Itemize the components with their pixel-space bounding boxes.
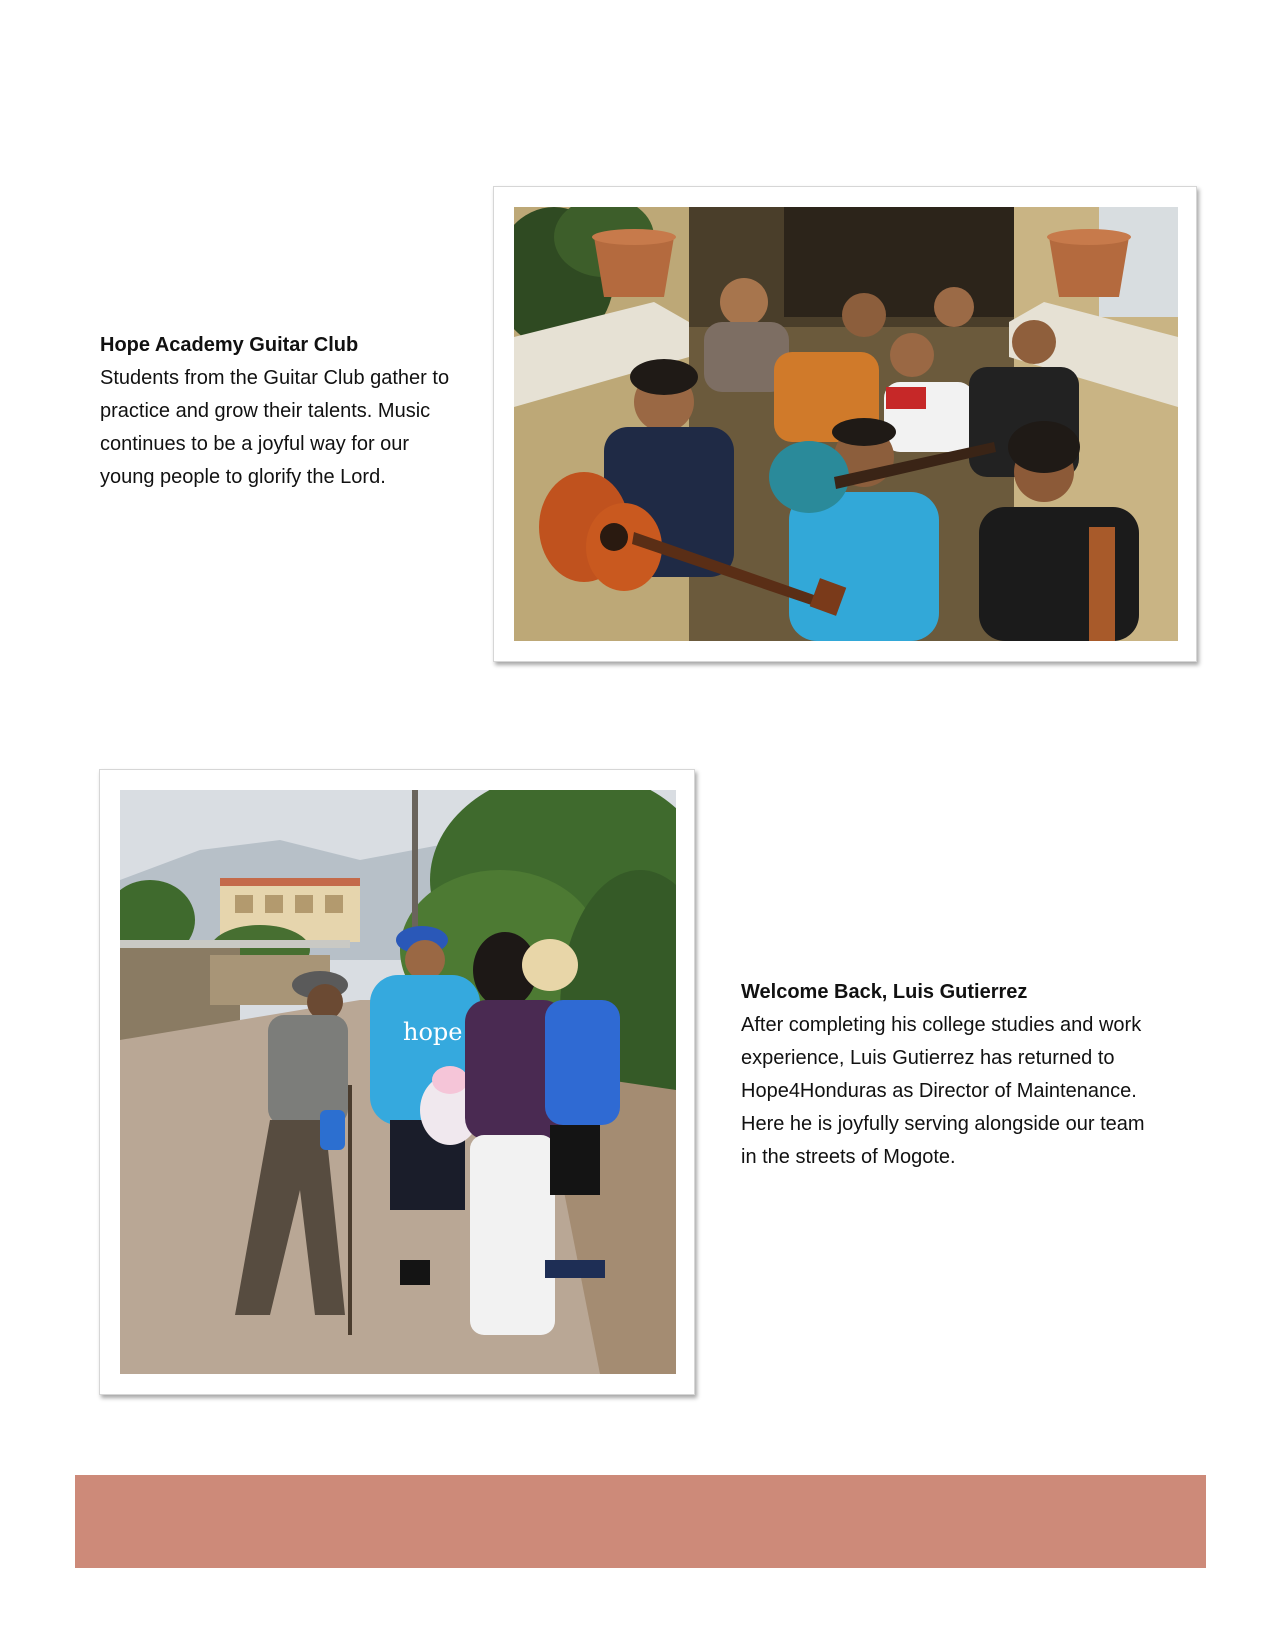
guitar-club-photo-frame [493,186,1197,662]
street-outreach-photo-illustration [120,790,676,1374]
luis-gutierrez-photo-frame [99,769,695,1395]
guitar-club-students-photo [514,207,1178,641]
guitar-club-photo-illustration [514,207,1178,641]
street-outreach-photo [120,790,676,1374]
guitar-club-caption [100,329,460,494]
guitar-club-title: Hope Academy Guitar Club [100,334,359,356]
photo-shirt-text: hope [403,1018,463,1046]
luis-gutierrez-body: After completing his college studies and work experience, Luis Gutierrez has returned to Hope4Honduras as Director of Maintenance. Here he is joyfully serving alongside our team in the streets of Mogote. [741,1014,1145,1168]
luis-gutierrez-caption [741,976,1146,1174]
guitar-club-body: Students from the Guitar Club gather to practice and grow their talents. Music continues to be a joyful way for our young people to glorify the Lord. [100,367,450,488]
footer-band [75,1475,1206,1568]
luis-gutierrez-title: Welcome Back, Luis Gutierrez [741,981,1028,1003]
